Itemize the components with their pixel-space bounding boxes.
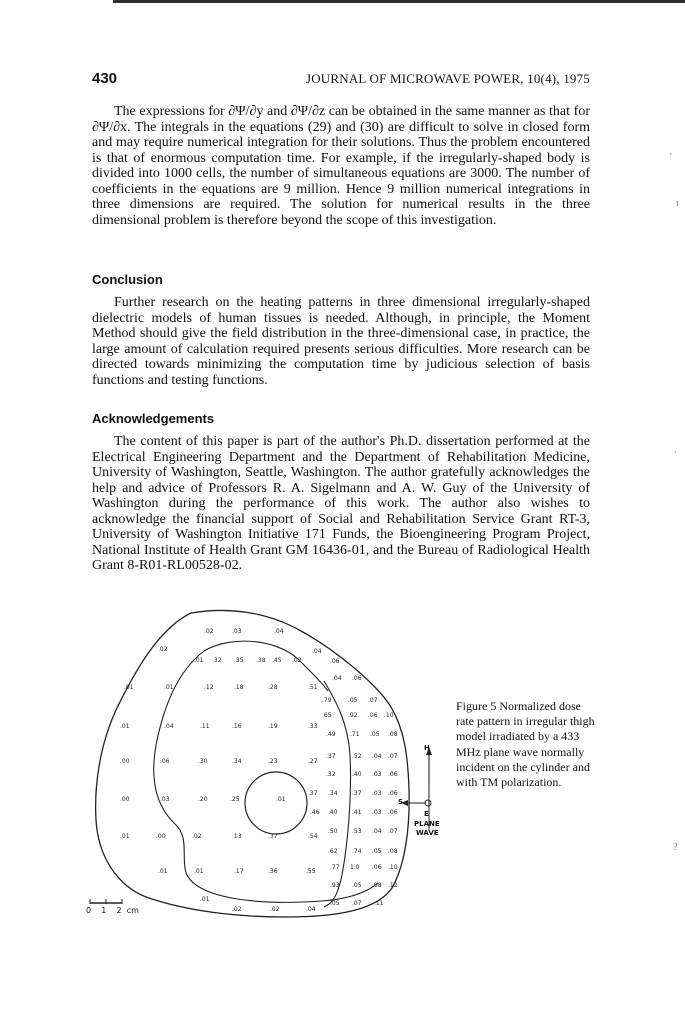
paragraph-text: Further research on the heating patterns in three dimensional irregularly-shaped dielectric models of human tissues is needed. Although, in principle, the Moment Method should give the field distribution in the three-dimensional case, in practice, the large amount of calculation required presents serious difficulties. More research can be directed towards minimizing the computation time by judicious selection of basis functions and testing functions.	[92, 295, 590, 388]
dose-value: .03	[372, 771, 382, 778]
dose-value: .37	[326, 753, 336, 760]
wave-label: WAVE	[416, 829, 439, 837]
dose-value: .77	[330, 864, 340, 871]
dose-value: .01	[120, 833, 130, 840]
dose-value: .01	[124, 684, 134, 691]
running-header	[92, 70, 590, 88]
margin-mark: '	[670, 152, 672, 163]
dose-value: .19	[268, 723, 278, 730]
dose-value: 1.0	[350, 864, 360, 871]
dose-value: .53	[352, 828, 362, 835]
dose-value: .92	[348, 712, 358, 719]
dose-value: .17	[234, 868, 244, 875]
dose-value: .00	[120, 796, 130, 803]
dose-value: .01	[194, 868, 204, 875]
dose-value: .28	[268, 684, 278, 691]
dose-value: .05	[330, 900, 340, 907]
dose-value: .06	[372, 864, 382, 871]
dose-value: .06	[368, 712, 378, 719]
journal-title: JOURNAL OF MICROWAVE POWER, 10(4), 1975	[305, 71, 590, 86]
paragraph-acknowledgements	[92, 434, 590, 574]
dose-value: .04	[306, 906, 316, 913]
dose-value: .34	[232, 758, 242, 765]
dose-value: .04	[312, 648, 322, 655]
dose-value: .07	[368, 697, 378, 704]
dose-value: .07	[388, 753, 398, 760]
dose-value: .12	[204, 684, 214, 691]
plane-label: PLANE	[414, 820, 440, 828]
dose-value: .03	[372, 809, 382, 816]
figure-5-dose-pattern	[86, 605, 446, 925]
dose-value: .40	[352, 771, 362, 778]
conclusion-heading: Conclusion	[92, 272, 163, 287]
dose-value: .02	[292, 657, 302, 664]
margin-mark: ?	[673, 842, 678, 853]
outer-contour	[96, 610, 410, 917]
dose-value: .52	[352, 753, 362, 760]
dose-value: .06	[388, 790, 398, 797]
dose-values	[120, 628, 398, 913]
dose-value: .74	[352, 848, 362, 855]
dose-value: .05	[348, 697, 358, 704]
dose-value: .79	[322, 697, 332, 704]
dose-value: .06	[160, 758, 170, 765]
dose-value: .06	[352, 675, 362, 682]
dose-value: .32	[326, 771, 336, 778]
dose-value: .49	[326, 731, 336, 738]
dose-value: .01	[200, 896, 210, 903]
dose-value: .06	[388, 771, 398, 778]
paragraph-text: The content of this paper is part of the author's Ph.D. dissertation performed at the Electrical Engineering Department and the Department of Rehabilitation Medicine, University of Washington, Seattle, Washington. The author gratefully acknowledges the help and advice of Professors R. A. Sigelmann and A. W. Guy of the University of Washington during the performance of this work. The author also wishes to acknowledge the financial support of Social and Rehabilitation Service Grant RT-3, University of Washington Initiative 171 Funds, the Bioengineering Program Project, National Institute of Health Grant GM 16436-01, and the Bureau of Radiological Health Grant 8-R01-RL00528-02.	[92, 434, 590, 573]
dose-value: .07	[388, 828, 398, 835]
dose-value: .38	[256, 657, 266, 664]
scale-tick-2: 2	[116, 906, 122, 915]
dose-value: .03	[372, 790, 382, 797]
paragraph-text: The expressions for ∂Ψ/∂y and ∂Ψ/∂z can be obtained in the same manner as that for ∂Ψ/∂x. The integrals in the equations (29) and (30) are difficult to solve in closed form and may require numerical integration for their solutions. Thus the problem encountered is that of enormous computation time. For example, if the irregularly-shaped body is divided into 1000 cells, the number of simultaneous equations are 3000. The number of coefficients in the equations are 9 million. Hence 9 million numerical integrations in three dimensions are required. The solution for numerical results in the three dimensional problem is therefore beyond the scope of this investigation.	[92, 104, 590, 228]
dose-value: .08	[372, 882, 382, 889]
dose-value: .37	[268, 833, 278, 840]
h-field-label: H	[424, 744, 430, 752]
dose-value: .36	[268, 868, 278, 875]
dose-value: .04	[332, 675, 342, 682]
paragraph-integrals	[92, 104, 590, 228]
dose-value: .62	[328, 848, 338, 855]
dose-value: .01	[120, 723, 130, 730]
dose-value: .32	[212, 657, 222, 664]
dose-value: .51	[308, 684, 318, 691]
dose-value: .33	[308, 723, 318, 730]
dose-value: .08	[388, 848, 398, 855]
dose-value: .30	[198, 758, 208, 765]
bone-circle	[245, 772, 307, 834]
dose-value: .41	[352, 809, 362, 816]
dose-value: .46	[310, 809, 320, 816]
dose-value: .08	[388, 731, 398, 738]
dose-value: .10	[388, 864, 398, 871]
dose-value: .50	[328, 828, 338, 835]
dose-value: .05	[372, 848, 382, 855]
dose-value: .11	[200, 723, 210, 730]
dose-value: .93	[330, 882, 340, 889]
dose-value: .12	[388, 882, 398, 889]
figure-caption: Figure 5 Normalized dose rate pattern in irregular thigh model irradiated by a 433 MHz plane wave normally incident on the cylinder and with TM polarization.	[456, 699, 595, 790]
scale-bar-labels	[86, 906, 139, 915]
dose-value: .55	[306, 868, 316, 875]
thigh-model-diagram	[86, 605, 446, 925]
dose-value: .20	[198, 796, 208, 803]
dose-value: .27	[308, 758, 318, 765]
dose-value: .02	[270, 906, 280, 913]
dose-value: .00	[120, 758, 130, 765]
dose-value: .04	[274, 628, 284, 635]
dose-value: .02	[204, 628, 214, 635]
dose-value: .02	[232, 906, 242, 913]
dose-value: .03	[232, 628, 242, 635]
e-field-label: E	[424, 810, 429, 818]
dose-value: .07	[352, 900, 362, 907]
dose-value: .45	[272, 657, 282, 664]
dose-value: .37	[352, 790, 362, 797]
dose-value: .71	[350, 731, 360, 738]
dose-value: .01	[276, 796, 286, 803]
dose-value: .02	[192, 833, 202, 840]
margin-mark: .	[674, 445, 677, 456]
acknowledgements-heading: Acknowledgements	[92, 411, 215, 426]
dose-value: .06	[388, 809, 398, 816]
dose-value: .06	[330, 658, 340, 665]
paragraph-conclusion	[92, 295, 590, 388]
top-rule	[113, 0, 685, 3]
dose-value: .05	[370, 731, 380, 738]
s-vector-label: S	[398, 798, 404, 806]
dose-value: .40	[328, 809, 338, 816]
scale-unit: cm	[126, 906, 139, 915]
dose-value: .04	[372, 828, 382, 835]
dose-value: .02	[158, 646, 168, 653]
dose-value: .03	[160, 796, 170, 803]
dose-value: .01	[164, 684, 174, 691]
dose-value: .16	[232, 723, 242, 730]
dose-value: .35	[234, 657, 244, 664]
dose-value: .00	[156, 833, 166, 840]
dose-value: .11	[374, 900, 384, 907]
dose-value: .13	[232, 833, 242, 840]
dose-value: .05	[352, 882, 362, 889]
dose-value: .04	[164, 723, 174, 730]
page-number: 430	[92, 70, 118, 87]
scale-tick-0: 0	[86, 906, 92, 915]
margin-mark: ı	[676, 198, 679, 209]
dose-value: .01	[194, 657, 204, 664]
dose-value: .37	[308, 790, 318, 797]
dose-value: .25	[230, 796, 240, 803]
dose-value: .65	[322, 712, 332, 719]
dose-value: .23	[268, 758, 278, 765]
dose-value: .34	[328, 790, 338, 797]
dose-value: .18	[234, 684, 244, 691]
dose-value: .04	[372, 753, 382, 760]
dose-value: .10	[384, 712, 394, 719]
scale-tick-1: 1	[101, 906, 107, 915]
dose-value: .54	[308, 833, 318, 840]
dose-value: .01	[158, 868, 168, 875]
